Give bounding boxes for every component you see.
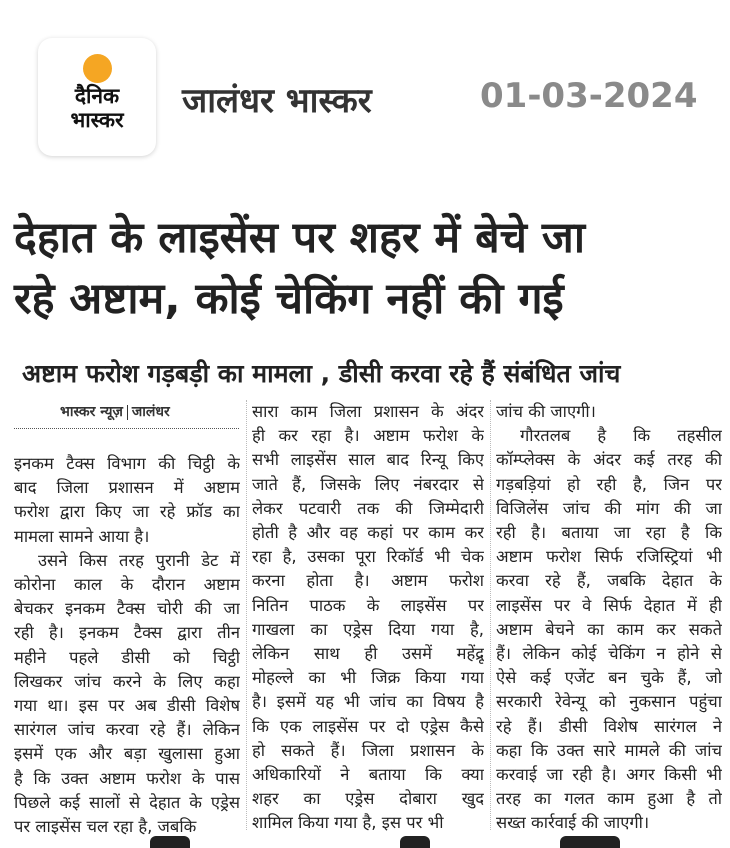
article-text-line: कोरोना काल के दौरान अष्टाम xyxy=(14,575,240,595)
article-text-line: रहे हैं। डीसी विशेष सारंगल ने xyxy=(496,716,722,736)
dainik-bhaskar-logo xyxy=(38,38,156,156)
article-text-line: गाखला का एड्रेस दिया गया है, xyxy=(252,619,484,639)
article-text-line: जांच की जाएगी। xyxy=(496,402,596,421)
byline-divider xyxy=(127,405,128,420)
article-text-line: कहा कि उक्त सारे मामले की जांच xyxy=(496,740,722,760)
article-text-line: पर लाइसेंस चल रहा है, जबकि xyxy=(14,817,197,837)
column-divider xyxy=(490,400,491,830)
article-text-line: सरकारी रेवेन्यू को नुकसान पहुंचा xyxy=(496,692,722,712)
byline xyxy=(60,402,170,421)
article-text-line: नितिन पाठक के लाइसेंस पर xyxy=(252,595,484,615)
byline-agency: भास्कर न्यूज़ xyxy=(60,404,123,420)
article-text-line: है कि उक्त अष्टाम फरोश के पास xyxy=(14,768,240,788)
article-text-line: हो सकते हैं। जिला प्रशासन के xyxy=(252,740,484,760)
article-text-line: होती है और वह कहां पर काम कर xyxy=(252,523,484,543)
article-text-line: उसने किस तरह पुरानी डेट में xyxy=(38,550,240,570)
logo-text-line: दैनिक xyxy=(74,84,120,108)
article-text-line: करवाई जा रही है। अगर किसी भी xyxy=(496,765,722,785)
article-text-line: कि एक लाइसेंस पर दो एड्रेस कैसे xyxy=(252,716,484,736)
article-text-line: हैं। लेकिन कोई चेकिंग न होने से xyxy=(496,644,722,664)
article-text-line: शामिल किया गया है, इस पर भी xyxy=(252,813,444,833)
article-text-line: मोहल्ले का भी जिक्र किया गया xyxy=(252,668,484,688)
byline-city: जालंधर xyxy=(131,404,170,420)
logo-text-line: भास्कर xyxy=(70,108,124,132)
article-text-line: लेकर पटवारी तक की जिम्मेदारी xyxy=(252,498,484,518)
subheadline: अष्टाम फरोश गड़बड़ी का मामला , डीसी करवा रहे हैं संबंधित जांच xyxy=(22,359,621,388)
article-text-line: गया था। इस पर अब डीसी विशेष xyxy=(14,696,240,716)
byline-rule xyxy=(14,428,239,429)
article-text-line: इनकम टैक्स विभाग की चिट्ठी के xyxy=(14,454,240,473)
sun-icon xyxy=(83,54,112,83)
article-text-line: रहा है, उसका पूरा रिकॉर्ड भी चेक xyxy=(252,547,484,567)
article-text-line: अष्टाम बेचने का काम कर सकते xyxy=(496,619,722,639)
article-text-line: कॉम्प्लेक्स के अंदर कई तरह की xyxy=(496,450,722,470)
headline xyxy=(14,208,714,330)
logo-wordmark xyxy=(38,84,156,132)
article-text-line: अधिकारियों ने बताया कि क्या xyxy=(252,765,484,785)
article-text-line: विजिलेंस जांच की मांग की जा xyxy=(496,498,722,518)
column-divider xyxy=(246,400,247,830)
article-text-line: करवा रहे हैं, जबकि देहात के xyxy=(496,571,722,591)
article-column-3 xyxy=(496,400,722,836)
article-text-line: बेचकर इनकम टैक्स चोरी की जा xyxy=(14,599,240,619)
article-text-line: मामला सामने आया है। xyxy=(14,526,150,546)
publication-date: 01-03-2024 xyxy=(480,76,698,116)
article-text-line: गड़बड़ियां हो रही है, जिन पर xyxy=(496,474,722,494)
article-text-line: पिछले कई सालों से देहात के एड्रेस xyxy=(14,792,240,812)
article-text-line: अष्टाम फरोश सिर्फ रजिस्ट्रियां भी xyxy=(496,547,722,567)
cropped-next-headline-fragment xyxy=(560,836,620,848)
article-text-line: लाइसेंस पर वे सिर्फ देहात में ही xyxy=(496,595,722,615)
article-text-line: ही कर रहा है। अष्टाम फरोश के xyxy=(252,426,484,446)
article-text-line: महीने पहले डीसी को चिट्ठी xyxy=(14,647,240,667)
headline-line: रहे अष्टाम, कोई चेकिंग नहीं की गई xyxy=(14,274,564,324)
article-text-line: रही है। बताया जा रहा है कि xyxy=(496,523,722,543)
cropped-next-headline-fragment xyxy=(400,836,430,848)
article-text-line: बाद जिला प्रशासन में अष्टाम xyxy=(14,478,240,498)
headline-line: देहात के लाइसेंस पर शहर में बेचे जा xyxy=(14,213,585,263)
article-text-line: शहर का एड्रेस दोबारा खुद xyxy=(252,789,484,809)
article-text-line: फरोश द्वारा किए जा रहे फ्रॉड का xyxy=(14,502,240,522)
article-text-line: जाते हैं, जिसके लिए नंबरदार से xyxy=(252,474,484,494)
article-text-line: ऐसे कई एजेंट बन चुके हैं, जो xyxy=(496,668,722,688)
article-text-line: सभी लाइसेंस साल बाद रिन्यू किए xyxy=(252,450,484,470)
article-column-2 xyxy=(252,400,484,836)
article-text-line: करना होता है। अष्टाम फरोश xyxy=(252,571,484,591)
article-text-line: है। इसमें यह भी जांच का विषय है xyxy=(252,692,484,712)
article-text-line: लिखकर जांच करने के लिए कहा xyxy=(14,671,240,691)
article-text-line: इसमें एक और बड़ा खुलासा हुआ xyxy=(14,744,240,764)
article-text-line: सारंगल जांच करवा रहे हैं। लेकिन xyxy=(14,720,240,740)
article-text-line: तरह का गलत काम हुआ है तो xyxy=(496,789,722,809)
article-text-line: सख्त कार्रवाई की जाएगी। xyxy=(496,813,650,833)
cropped-next-headline-fragment xyxy=(150,836,190,848)
article-text-line: सारा काम जिला प्रशासन के अंदर xyxy=(252,402,484,421)
article-column-1 xyxy=(14,452,240,839)
article-text-line: रही है। इनकम टैक्स द्वारा तीन xyxy=(14,623,240,643)
article-text-line: लेकिन साथ ही उसमें महेंद्रू xyxy=(252,644,484,664)
article-text-line: गौरतलब है कि तहसील xyxy=(520,426,722,446)
paper-edition-name: जालंधर भास्कर xyxy=(182,81,372,121)
